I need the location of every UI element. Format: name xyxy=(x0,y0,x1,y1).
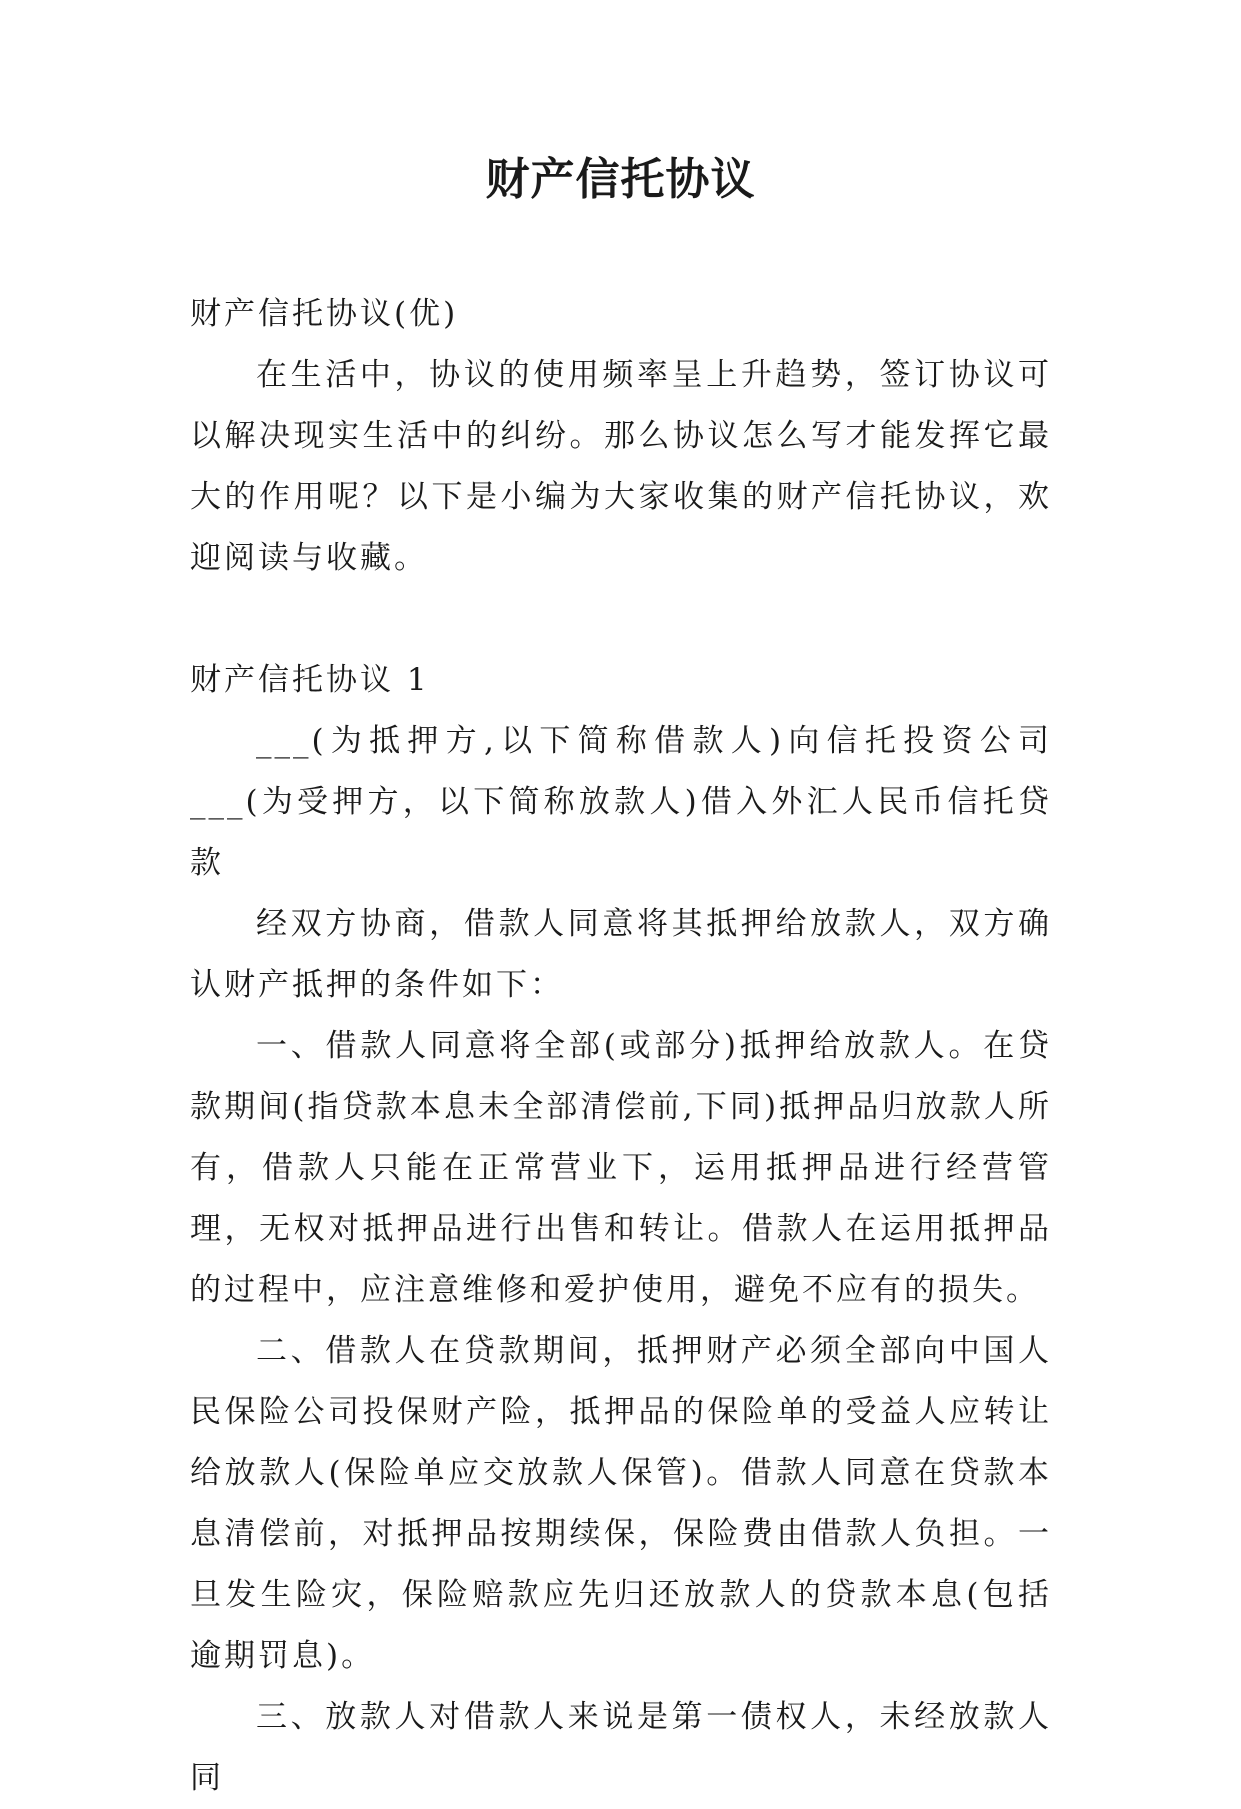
paragraph-1: ___(为抵押方,以下简称借款人)向信托投资公司___(为受押方，以下简称放款人)借入外汇人民币信托贷款 xyxy=(190,723,1052,881)
intro-paragraph: 在生活中，协议的使用频率呈上升趋势，签订协议可以解决现实生活中的纠纷。那么协议怎么写才能发挥它最大的作用呢？以下是小编为大家收集的财产信托协议，欢迎阅读与收藏。 xyxy=(190,357,1052,576)
section-heading: 财产信托协议 1 xyxy=(190,662,430,698)
paragraph-clause-3: 三、放款人对借款人来说是第一债权人，未经放款人同 xyxy=(190,1699,1052,1796)
paragraph-clause-2: 二、借款人在贷款期间，抵押财产必须全部向中国人民保险公司投保财产险，抵押品的保险单的受益人应转让给放款人(保险单应交放款人保管)。借款人同意在贷款本息清偿前，对抵押品按期续保，保险费由借款人负担。一旦发生险灾，保险赔款应先归还放款人的贷款本息(包括逾期罚息)。 xyxy=(190,1333,1052,1674)
document-title: 财产信托协议 xyxy=(485,154,756,205)
intro-heading: 财产信托协议(优) xyxy=(190,296,459,332)
paragraph-clause-1: 一、借款人同意将全部(或部分)抵押给放款人。在贷款期间(指贷款本息未全部清偿前,下同)抵押品归放款人所有，借款人只能在正常营业下，运用抵押品进行经营管理，无权对抵押品进行出售和转让。借款人在运用抵押品的过程中，应注意维修和爱护使用，避免不应有的损失。 xyxy=(190,1028,1052,1308)
section-spacer xyxy=(190,589,1052,650)
paragraph-2: 经双方协商，借款人同意将其抵押给放款人，双方确认财产抵押的条件如下： xyxy=(190,906,1052,1003)
document-body xyxy=(190,284,1052,1809)
